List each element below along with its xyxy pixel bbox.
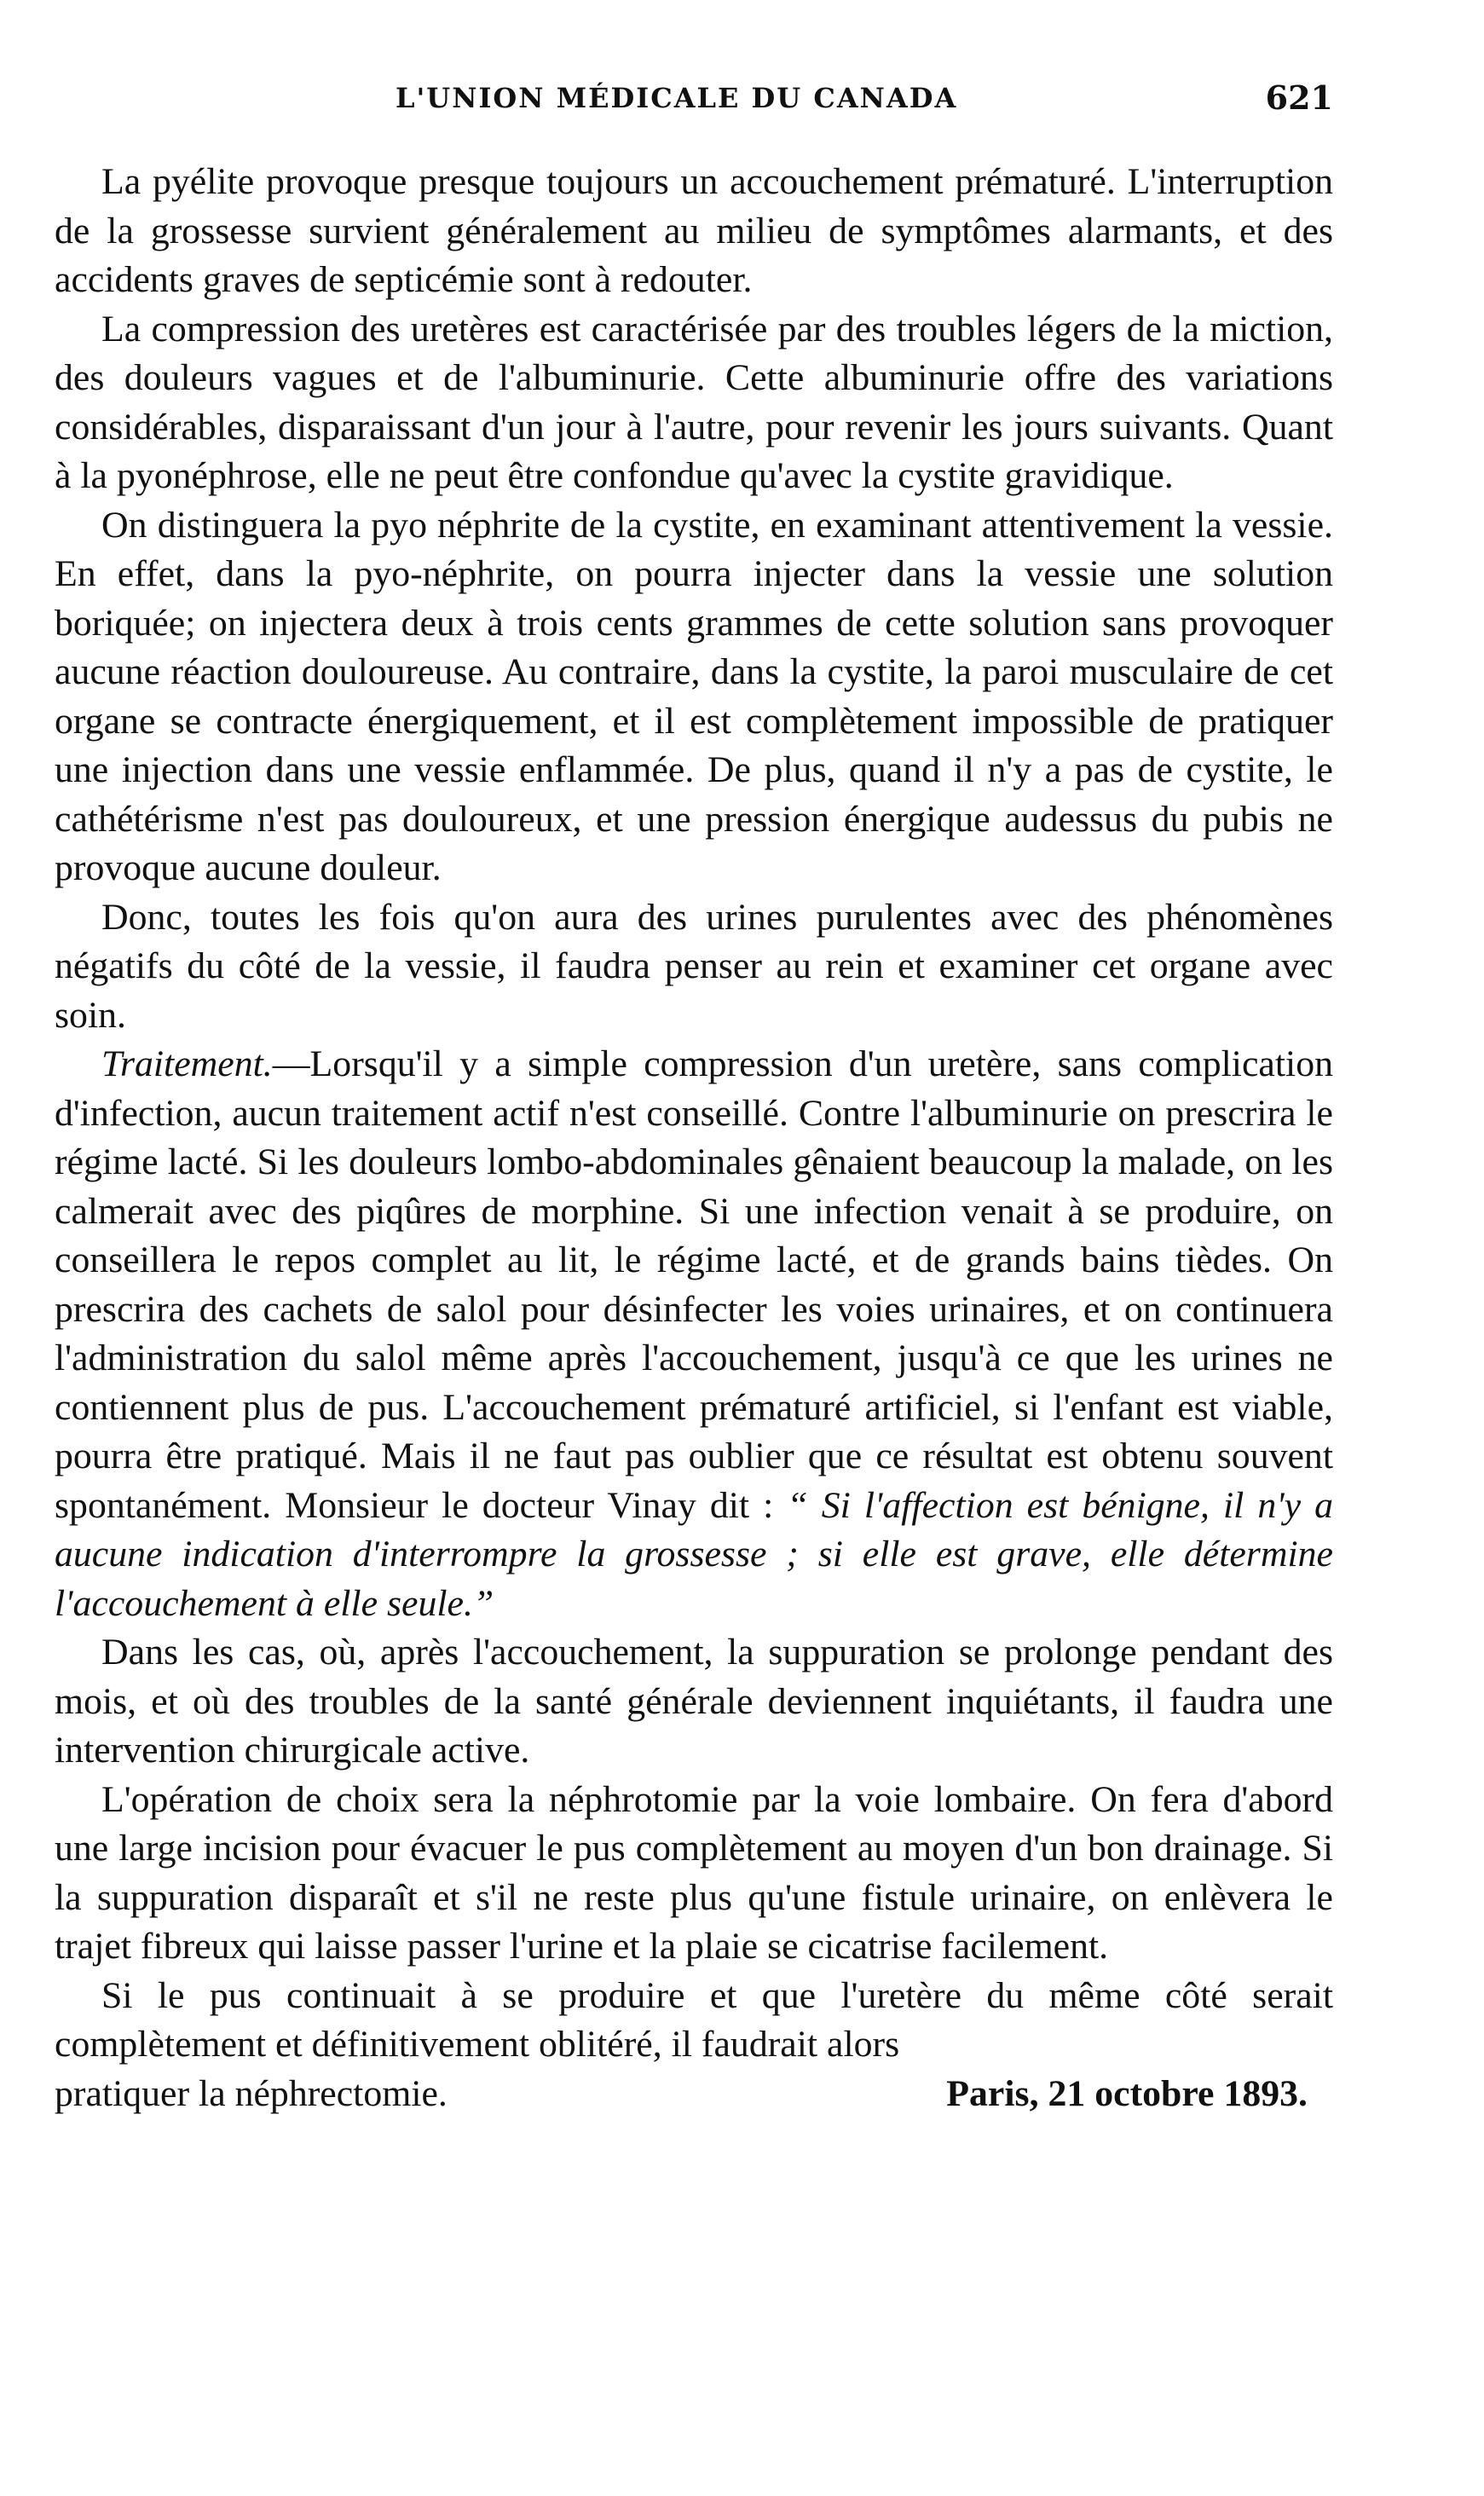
running-head (55, 78, 1333, 133)
section-label-traitement: Traitement. (101, 1043, 273, 1084)
closing-text: pratiquer la néphrectomie. (55, 2072, 448, 2114)
paragraph-nephrectomie: Si le pus continuait à se produire et que l'uretère du même côté serait complètement et définitivement oblitéré, il faudrait alors (55, 1974, 1333, 2065)
paragraph-pyelite: La pyélite provoque presque toujours un accouchement prématuré. L'interruption de la grossesse survient généralement au milieu de symptômes alarmants, et des accidents graves de septicémie sont à redouter. (55, 161, 1333, 300)
paragraph-nephrotomie: L'opération de choix sera la néphrotomie par la voie lombaire. On fera d'abord une large incision pour évacuer le pus complètement au moyen d'un bon drainage. Si la suppuration disparaît et s'il ne reste plus qu'une fistule urinaire, on enlèvera le trajet fibreux qui laisse passer l'urine et la plaie se cicatrise facilement. (55, 1778, 1333, 1967)
journal-title: L'UNION MÉDICALE DU CANADA (396, 82, 958, 114)
page-number: 621 (1265, 78, 1333, 117)
paragraph-diagnostic: On distinguera la pyo néphrite de la cystite, en examinant attentivement la vessie. En effet, dans la pyo-néphrite, on pourra injecter dans la vessie une solution boriquée; on injectera deux à trois cents grammes de cette solution sans provoquer aucune réaction douloureuse. Au contraire, dans la cystite, la paroi musculaire de cet organe se contracte énergiquement, et il est complètement impossible de pratiquer une injection dans une vessie enflammée. De plus, quand il n'y a pas de cystite, le cathétérisme n'est pas douloureux, et une pression énergique audessus du pubis ne provoque aucune douleur. (55, 504, 1333, 888)
closing-line (55, 2070, 1308, 2119)
article-body (55, 158, 1333, 2118)
paragraph-suppuration: Dans les cas, où, après l'accouchement, la suppuration se prolonge pendant des mois, et où des troubles de la santé générale deviennent inquiétants, il faudra une intervention chirurgicale active. (55, 1632, 1333, 1771)
quotation-vinay: “ Si l'affection est bénigne, il n'y a aucune indication d'interrompre la grossesse ; si elle est grave, elle détermine l'accouchement à elle seule.” (55, 1484, 1333, 1624)
paragraph-conclusion: Donc, toutes les fois qu'on aura des urines purulentes avec des phénomènes négatifs du côté de la vessie, il faudra penser au rein et examiner cet organe avec soin. (55, 896, 1333, 1036)
dateline-signature: Paris, 21 octobre 1893. (946, 2072, 1308, 2114)
paragraph-compression: La compression des uretères est caractérisée par des troubles légers de la miction, des douleurs vagues et de l'albuminurie. Cette albuminurie offre des variations considérables, disparaissant d'un jour à l'autre, pour revenir les jours suivants. Quant à la pyonéphrose, elle ne peut être confondue qu'avec la cystite gravidique. (55, 308, 1333, 496)
traitement-text: —Lorsqu'il y a simple compression d'un uretère, sans complication d'infection, aucun traitement actif n'est conseillé. Contre l'albuminurie on prescrira le régime lacté. Si les douleurs lombo-abdominales gênaient beaucoup la malade, on les calmerait avec des piqûres de morphine. Si une infection venait à se produire, on conseillera le repos complet au lit, le régime lacté, et de grands bains tièdes. On prescrira des cachets de salol pour désinfecter les voies urinaires, et on continuera l'administration du salol même après l'accouchement, jusqu'à ce que les urines ne contiennent plus de pus. L'accouchement prématuré artificiel, si l'enfant est viable, pourra être pratiqué. Mais il ne faut pas oublier que ce résultat est obtenu souvent spontanément. Monsieur le docteur Vinay dit : (55, 1043, 1333, 1526)
paragraph-traitement (55, 1040, 1333, 1628)
